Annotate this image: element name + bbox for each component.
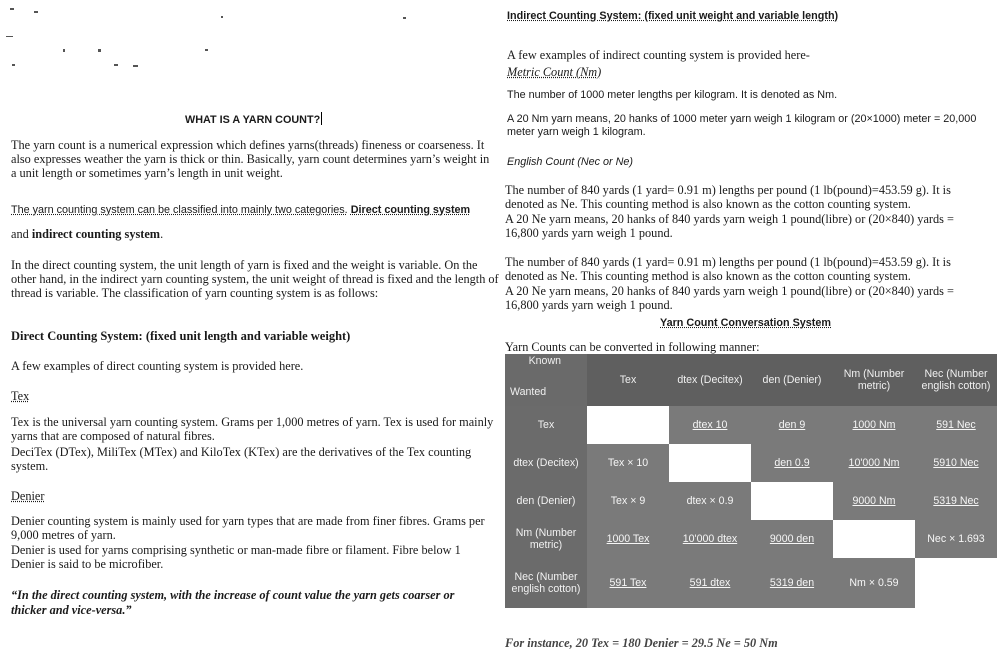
table-cell: 591 Tex: [587, 558, 669, 608]
direct-system-term: Direct counting system: [350, 204, 471, 216]
conversion-intro: Yarn Counts can be converted in following manner:: [505, 340, 760, 354]
conversion-heading: Yarn Count Conversation System: [660, 317, 831, 329]
col-header: Nm (Number metric): [833, 354, 915, 406]
table-cell: 5319 Nec: [915, 482, 997, 520]
english-body-4: A 20 Ne yarn means, 20 hanks of 840 yards yarn weigh 1 pound(libre) or (20×840) yards = 16,800 yards yarn weigh 1 pound.: [505, 284, 954, 313]
scan-speckle: [6, 36, 13, 37]
english-body-2: A 20 Ne yarn means, 20 hanks of 840 yards yarn weigh 1 pound(libre) or (20×840) yards = 16,800 yards yarn weigh 1 pound.: [505, 212, 954, 241]
classification-line-2: and indirect counting system.: [11, 227, 164, 241]
corner-known: Known: [528, 355, 561, 367]
table-cell: 1000 Nm: [833, 406, 915, 444]
corner-wanted: Wanted: [510, 386, 547, 398]
table-corner: [505, 354, 587, 406]
table-row: [505, 406, 997, 444]
diagonal-cell: [751, 482, 833, 520]
tex-body-2: DeciTex (DTex), MiliTex (MTex) and KiloTex (KTex) are the derivatives of the Tex counting system.: [11, 445, 472, 474]
indirect-system-term: indirect counting system: [31, 227, 161, 241]
table-cell: den 0.9: [751, 444, 833, 482]
english-body-3: The number of 840 yards (1 yard= 0.91 m) lengths per pound (1 lb(pound)=453.59 g). It is denoted as Ne. This counting method is also known as the cotton counting system.: [505, 255, 951, 284]
row-header: den (Denier): [505, 482, 587, 520]
row-header: Nec (Number english cotton): [505, 558, 587, 608]
table-row: [505, 482, 997, 520]
scan-speckle: [63, 49, 65, 52]
table-cell: 1000 Tex: [587, 520, 669, 558]
english-body-1: The number of 840 yards (1 yard= 0.91 m) lengths per pound (1 lb(pound)=453.59 g). It is denoted as Ne. This counting method is also known as the cotton counting system.: [505, 183, 951, 212]
diagonal-cell: [833, 520, 915, 558]
direct-examples: A few examples of direct counting system is provided here.: [11, 359, 304, 373]
diagonal-cell: [915, 558, 997, 608]
scan-speckle: [98, 49, 101, 52]
direct-heading: Direct Counting System: (fixed unit length and variable weight): [11, 329, 351, 343]
table-cell: 591 Nec: [915, 406, 997, 444]
direct-vs-indirect-paragraph: In the direct counting system, the unit length of yarn is fixed and the weight is variable. On the other hand, in the indirect yarn counting system, the unit weight of thread is fixed and the length of thread is variable. The classification of yarn counting system is as follows:: [11, 258, 499, 301]
col-header: den (Denier): [751, 354, 833, 406]
scan-speckle: [221, 16, 223, 18]
table-cell: Tex × 10: [587, 444, 669, 482]
table-cell: dtex 10: [669, 406, 751, 444]
scan-speckle: [133, 65, 138, 67]
scan-speckle: [12, 64, 15, 66]
table-cell: Nec × 1.693: [915, 520, 997, 558]
page-title: WHAT IS A YARN COUNT?: [185, 114, 321, 126]
metric-heading: Metric Count (Nm): [507, 65, 602, 79]
table-cell: Nm × 0.59: [833, 558, 915, 608]
table-row: [505, 520, 997, 558]
metric-body-2: A 20 Nm yarn means, 20 hanks of 1000 meter yarn weigh 1 kilogram or (20×1000) meter = 20,000 meter yarn weigh 1 kilogram.: [507, 113, 977, 138]
table-cell: 10'000 dtex: [669, 520, 751, 558]
classification-line: [11, 202, 503, 217]
direct-quote: “In the direct counting system, with the increase of count value the yarn gets coarser or thicker and vice-versa.”: [11, 588, 455, 617]
col-header: Tex: [587, 354, 669, 406]
diagonal-cell: [669, 444, 751, 482]
denier-body-1: Denier counting system is mainly used for yarn types that are made from finer fibres. Grams per 9,000 metres of yarn.: [11, 514, 485, 543]
diagonal-cell: [587, 406, 669, 444]
table-cell: 9000 Nm: [833, 482, 915, 520]
tex-body-1: Tex is the universal yarn counting system. Grams per 1,000 metres of yarn. Tex is used for mainly yarns that are composed of natural fibres.: [11, 415, 494, 444]
conversion-table: [505, 354, 997, 608]
table-cell: den 9: [751, 406, 833, 444]
table-cell: dtex × 0.9: [669, 482, 751, 520]
table-row: [505, 444, 997, 482]
row-header: Tex: [505, 406, 587, 444]
scan-speckle: [403, 17, 406, 19]
table-cell: 9000 den: [751, 520, 833, 558]
col-header: Nec (Number english cotton): [915, 354, 997, 406]
table-cell: Tex × 9: [587, 482, 669, 520]
english-heading: English Count (Nec or Ne): [507, 156, 634, 168]
classification-text: The yarn counting system can be classified into mainly two categories.: [11, 204, 348, 216]
indirect-examples: A few examples of indirect counting system is provided here-: [507, 48, 810, 62]
conversion-example: For instance, 20 Tex = 180 Denier = 29.5 Ne = 50 Nm: [505, 636, 778, 650]
metric-body-1: The number of 1000 meter lengths per kilogram. It is denoted as Nm.: [507, 89, 838, 101]
tex-heading: Tex: [11, 389, 30, 403]
table-cell: 5910 Nec: [915, 444, 997, 482]
indirect-heading: Indirect Counting System: (fixed unit weight and variable length): [507, 10, 839, 22]
text-cursor: [321, 112, 322, 125]
row-header: Nm (Number metric): [505, 520, 587, 558]
row-header: dtex (Decitex): [505, 444, 587, 482]
scan-speckle: [34, 11, 38, 13]
scan-speckle: [114, 64, 118, 66]
intro-paragraph: The yarn count is a numerical expression which defines yarns(threads) fineness or coarseness. It also expresses weather the yarn is thick or thin. Basically, yarn count determines yarn’s weight in a unit length or sometimes yarn’s length in unit weight.: [11, 138, 490, 181]
table-cell: 5319 den: [751, 558, 833, 608]
scan-speckle: [10, 8, 14, 10]
table-row: [505, 558, 997, 608]
col-header: dtex (Decitex): [669, 354, 751, 406]
denier-heading: Denier: [11, 489, 45, 503]
scan-speckle: [205, 49, 208, 51]
table-cell: 591 dtex: [669, 558, 751, 608]
denier-body-2: Denier is used for yarns comprising synthetic or man-made fibre or filament. Fibre below 1 Denier is said to be microfiber.: [11, 543, 461, 572]
table-cell: 10'000 Nm: [833, 444, 915, 482]
